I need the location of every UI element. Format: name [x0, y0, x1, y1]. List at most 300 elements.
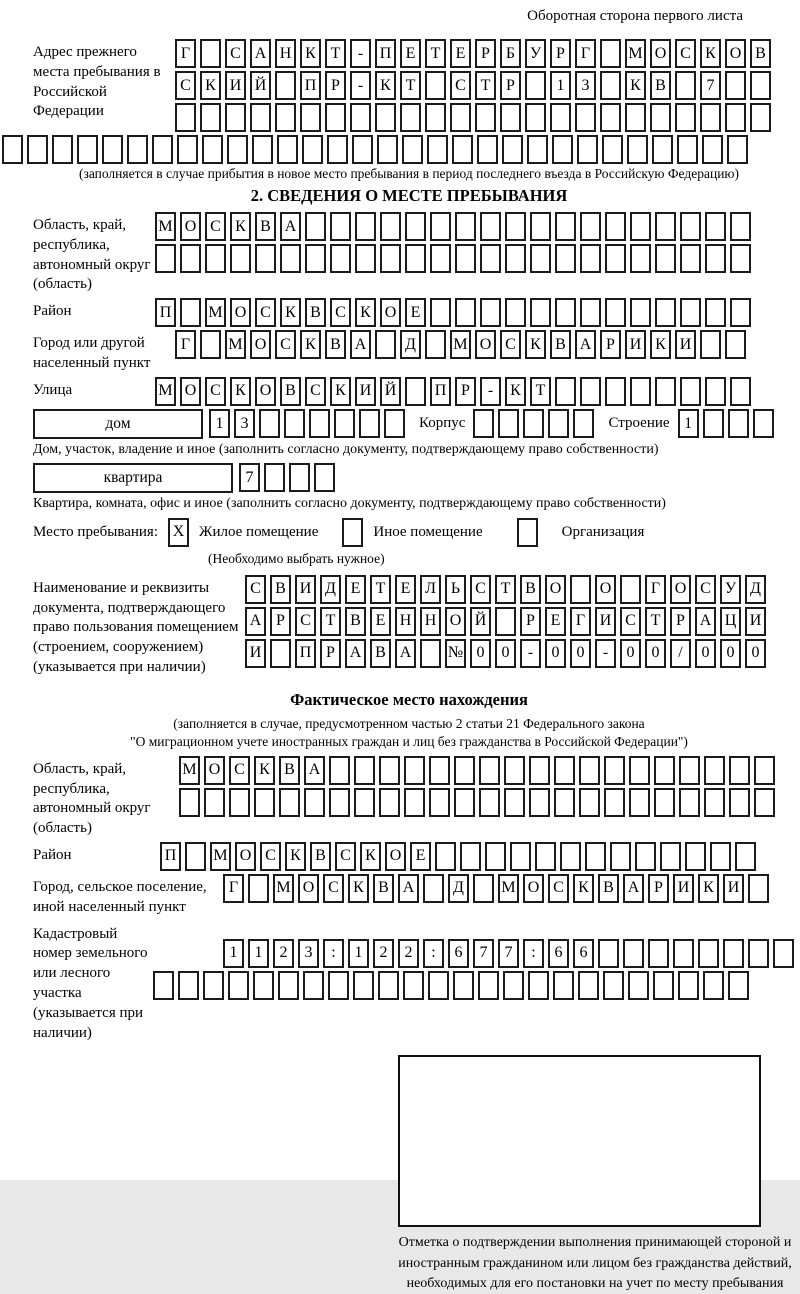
- char-box[interactable]: [304, 788, 325, 817]
- char-box[interactable]: К: [230, 377, 251, 406]
- char-box[interactable]: [635, 842, 656, 871]
- char-box[interactable]: С: [305, 377, 326, 406]
- char-box[interactable]: Д: [448, 874, 469, 903]
- char-box[interactable]: К: [505, 377, 526, 406]
- char-box[interactable]: Н: [275, 39, 296, 68]
- char-box[interactable]: И: [675, 330, 696, 359]
- char-box[interactable]: [353, 971, 374, 1000]
- char-box[interactable]: [580, 377, 601, 406]
- char-box[interactable]: К: [698, 874, 719, 903]
- char-box[interactable]: [577, 135, 598, 164]
- char-box[interactable]: П: [375, 39, 396, 68]
- char-box[interactable]: К: [375, 71, 396, 100]
- char-box[interactable]: -: [520, 639, 541, 668]
- char-box[interactable]: [728, 409, 749, 438]
- char-box[interactable]: 7: [239, 463, 260, 492]
- char-box[interactable]: [750, 103, 771, 132]
- char-box[interactable]: [52, 135, 73, 164]
- char-box[interactable]: А: [280, 212, 301, 241]
- char-box[interactable]: О: [445, 607, 466, 636]
- char-box[interactable]: В: [280, 377, 301, 406]
- char-box[interactable]: И: [225, 71, 246, 100]
- char-box[interactable]: :: [423, 939, 444, 968]
- char-box[interactable]: [252, 135, 273, 164]
- char-box[interactable]: П: [430, 377, 451, 406]
- char-box[interactable]: К: [360, 842, 381, 871]
- char-box[interactable]: [427, 135, 448, 164]
- char-box[interactable]: [329, 788, 350, 817]
- char-box[interactable]: В: [373, 874, 394, 903]
- char-box[interactable]: А: [245, 607, 266, 636]
- char-box[interactable]: В: [370, 639, 391, 668]
- char-box[interactable]: Т: [325, 39, 346, 68]
- char-box[interactable]: К: [355, 298, 376, 327]
- char-box[interactable]: Е: [400, 39, 421, 68]
- char-box[interactable]: [554, 788, 575, 817]
- char-box[interactable]: [600, 103, 621, 132]
- char-box[interactable]: 3: [298, 939, 319, 968]
- char-box[interactable]: [602, 135, 623, 164]
- char-box[interactable]: [423, 874, 444, 903]
- char-box[interactable]: [573, 409, 594, 438]
- char-box[interactable]: М: [179, 756, 200, 785]
- char-box[interactable]: О: [670, 575, 691, 604]
- char-box[interactable]: 0: [645, 639, 666, 668]
- char-box[interactable]: [428, 971, 449, 1000]
- char-box[interactable]: [254, 788, 275, 817]
- char-box[interactable]: Т: [370, 575, 391, 604]
- char-box[interactable]: -: [350, 71, 371, 100]
- char-box[interactable]: [680, 244, 701, 273]
- char-box[interactable]: [725, 71, 746, 100]
- char-box[interactable]: -: [595, 639, 616, 668]
- char-box[interactable]: К: [300, 330, 321, 359]
- char-box[interactable]: [754, 788, 775, 817]
- char-box[interactable]: С: [255, 298, 276, 327]
- char-box[interactable]: К: [625, 71, 646, 100]
- char-box[interactable]: 1: [223, 939, 244, 968]
- char-box[interactable]: 0: [470, 639, 491, 668]
- char-box[interactable]: М: [210, 842, 231, 871]
- char-box[interactable]: [480, 298, 501, 327]
- char-box[interactable]: [380, 212, 401, 241]
- char-box[interactable]: У: [720, 575, 741, 604]
- char-box[interactable]: [350, 103, 371, 132]
- char-box[interactable]: [453, 971, 474, 1000]
- char-box[interactable]: [498, 409, 519, 438]
- char-box[interactable]: О: [230, 298, 251, 327]
- char-box[interactable]: [723, 939, 744, 968]
- char-box[interactable]: [505, 244, 526, 273]
- char-box[interactable]: 1: [248, 939, 269, 968]
- char-box[interactable]: О: [545, 575, 566, 604]
- char-box[interactable]: [673, 939, 694, 968]
- char-box[interactable]: В: [270, 575, 291, 604]
- char-box[interactable]: К: [348, 874, 369, 903]
- char-box[interactable]: [555, 298, 576, 327]
- char-box[interactable]: [610, 842, 631, 871]
- char-box[interactable]: [402, 135, 423, 164]
- char-box[interactable]: Т: [400, 71, 421, 100]
- char-box[interactable]: [528, 971, 549, 1000]
- char-box[interactable]: [202, 135, 223, 164]
- char-box[interactable]: [455, 244, 476, 273]
- char-box[interactable]: [678, 971, 699, 1000]
- char-box[interactable]: В: [750, 39, 771, 68]
- char-box[interactable]: [425, 330, 446, 359]
- char-box[interactable]: [725, 103, 746, 132]
- char-box[interactable]: [600, 39, 621, 68]
- char-box[interactable]: А: [345, 639, 366, 668]
- char-box[interactable]: [529, 756, 550, 785]
- char-box[interactable]: [404, 756, 425, 785]
- char-box[interactable]: С: [260, 842, 281, 871]
- char-box[interactable]: [704, 756, 725, 785]
- char-box[interactable]: [650, 103, 671, 132]
- char-box[interactable]: [600, 71, 621, 100]
- char-box[interactable]: 0: [745, 639, 766, 668]
- char-box[interactable]: Н: [420, 607, 441, 636]
- char-box[interactable]: [502, 135, 523, 164]
- char-box[interactable]: 3: [575, 71, 596, 100]
- char-box[interactable]: [153, 971, 174, 1000]
- char-box[interactable]: -: [350, 39, 371, 68]
- char-box[interactable]: 1: [678, 409, 699, 438]
- char-box[interactable]: [185, 842, 206, 871]
- char-box[interactable]: [679, 756, 700, 785]
- char-box[interactable]: [280, 244, 301, 273]
- char-box[interactable]: [330, 244, 351, 273]
- char-box[interactable]: 7: [473, 939, 494, 968]
- char-box[interactable]: Г: [223, 874, 244, 903]
- char-box[interactable]: [625, 103, 646, 132]
- char-box[interactable]: Г: [175, 330, 196, 359]
- char-box[interactable]: А: [575, 330, 596, 359]
- char-box[interactable]: Р: [475, 39, 496, 68]
- char-box[interactable]: [680, 212, 701, 241]
- char-box[interactable]: Р: [500, 71, 521, 100]
- char-box[interactable]: [754, 756, 775, 785]
- char-box[interactable]: К: [230, 212, 251, 241]
- char-box[interactable]: 0: [495, 639, 516, 668]
- char-box[interactable]: В: [325, 330, 346, 359]
- char-box[interactable]: М: [450, 330, 471, 359]
- char-box[interactable]: М: [273, 874, 294, 903]
- char-box[interactable]: 0: [695, 639, 716, 668]
- char-box[interactable]: [450, 103, 471, 132]
- char-box[interactable]: О: [725, 39, 746, 68]
- char-box[interactable]: [525, 103, 546, 132]
- char-box[interactable]: [380, 244, 401, 273]
- char-box[interactable]: С: [330, 298, 351, 327]
- char-box[interactable]: Д: [320, 575, 341, 604]
- char-box[interactable]: Т: [495, 575, 516, 604]
- char-box[interactable]: [27, 135, 48, 164]
- char-box[interactable]: [505, 298, 526, 327]
- char-box[interactable]: [677, 135, 698, 164]
- char-box[interactable]: 0: [545, 639, 566, 668]
- char-box[interactable]: И: [723, 874, 744, 903]
- char-box[interactable]: [375, 330, 396, 359]
- char-box[interactable]: [705, 244, 726, 273]
- char-box[interactable]: [753, 409, 774, 438]
- char-box[interactable]: Й: [470, 607, 491, 636]
- char-box[interactable]: А: [250, 39, 271, 68]
- char-box[interactable]: 7: [498, 939, 519, 968]
- char-box[interactable]: С: [548, 874, 569, 903]
- char-box[interactable]: [455, 212, 476, 241]
- char-box[interactable]: П: [160, 842, 181, 871]
- char-box[interactable]: [629, 788, 650, 817]
- char-box[interactable]: [552, 135, 573, 164]
- char-box[interactable]: С: [245, 575, 266, 604]
- char-box[interactable]: [705, 212, 726, 241]
- char-box[interactable]: [477, 135, 498, 164]
- char-box[interactable]: Г: [575, 39, 596, 68]
- char-box[interactable]: Р: [520, 607, 541, 636]
- char-box[interactable]: Е: [370, 607, 391, 636]
- char-box[interactable]: 0: [620, 639, 641, 668]
- char-box[interactable]: С: [275, 330, 296, 359]
- char-box[interactable]: [680, 298, 701, 327]
- char-box[interactable]: С: [229, 756, 250, 785]
- char-box[interactable]: [660, 842, 681, 871]
- char-box[interactable]: В: [345, 607, 366, 636]
- char-box[interactable]: [728, 971, 749, 1000]
- char-box[interactable]: [225, 103, 246, 132]
- char-box[interactable]: [177, 135, 198, 164]
- char-box[interactable]: М: [205, 298, 226, 327]
- char-box[interactable]: [379, 756, 400, 785]
- char-box[interactable]: [473, 874, 494, 903]
- char-box[interactable]: [102, 135, 123, 164]
- char-box[interactable]: [480, 244, 501, 273]
- char-box[interactable]: [652, 135, 673, 164]
- char-box[interactable]: С: [675, 39, 696, 68]
- char-box[interactable]: [580, 298, 601, 327]
- char-box[interactable]: Е: [405, 298, 426, 327]
- char-box[interactable]: С: [323, 874, 344, 903]
- char-box[interactable]: С: [295, 607, 316, 636]
- char-box[interactable]: С: [620, 607, 641, 636]
- char-box[interactable]: [654, 788, 675, 817]
- char-box[interactable]: Т: [425, 39, 446, 68]
- char-box[interactable]: [505, 212, 526, 241]
- char-box[interactable]: [748, 939, 769, 968]
- char-box[interactable]: [77, 135, 98, 164]
- char-box[interactable]: Б: [500, 39, 521, 68]
- char-box[interactable]: [454, 788, 475, 817]
- char-box[interactable]: [748, 874, 769, 903]
- char-box[interactable]: [730, 212, 751, 241]
- char-box[interactable]: И: [625, 330, 646, 359]
- char-box[interactable]: [378, 971, 399, 1000]
- char-box[interactable]: [480, 212, 501, 241]
- char-box[interactable]: Г: [175, 39, 196, 68]
- char-box[interactable]: [229, 788, 250, 817]
- char-box[interactable]: [479, 788, 500, 817]
- char-box[interactable]: [773, 939, 794, 968]
- char-box[interactable]: И: [595, 607, 616, 636]
- char-box[interactable]: К: [650, 330, 671, 359]
- char-box[interactable]: 6: [573, 939, 594, 968]
- char-box[interactable]: [328, 971, 349, 1000]
- char-box[interactable]: [495, 607, 516, 636]
- char-box[interactable]: [455, 298, 476, 327]
- char-box[interactable]: [553, 971, 574, 1000]
- char-box[interactable]: [627, 135, 648, 164]
- char-box[interactable]: [503, 971, 524, 1000]
- char-box[interactable]: Р: [270, 607, 291, 636]
- char-box[interactable]: К: [330, 377, 351, 406]
- char-box[interactable]: В: [310, 842, 331, 871]
- char-box[interactable]: [429, 788, 450, 817]
- char-box[interactable]: С: [695, 575, 716, 604]
- char-box[interactable]: И: [245, 639, 266, 668]
- char-box[interactable]: [200, 330, 221, 359]
- char-box[interactable]: [334, 409, 355, 438]
- char-box[interactable]: [550, 103, 571, 132]
- char-box[interactable]: [555, 212, 576, 241]
- char-box[interactable]: 0: [720, 639, 741, 668]
- char-box[interactable]: [703, 971, 724, 1000]
- char-box[interactable]: [679, 788, 700, 817]
- char-box[interactable]: О: [385, 842, 406, 871]
- char-box[interactable]: С: [335, 842, 356, 871]
- char-box[interactable]: [303, 971, 324, 1000]
- char-box[interactable]: [279, 788, 300, 817]
- char-box[interactable]: [259, 409, 280, 438]
- char-box[interactable]: 1: [348, 939, 369, 968]
- char-box[interactable]: М: [225, 330, 246, 359]
- char-box[interactable]: [253, 971, 274, 1000]
- char-box[interactable]: [703, 409, 724, 438]
- char-box[interactable]: [525, 71, 546, 100]
- char-box[interactable]: А: [398, 874, 419, 903]
- char-box[interactable]: Л: [420, 575, 441, 604]
- char-box[interactable]: [405, 244, 426, 273]
- char-box[interactable]: [227, 135, 248, 164]
- char-box[interactable]: Р: [600, 330, 621, 359]
- char-box[interactable]: [579, 756, 600, 785]
- char-box[interactable]: [500, 103, 521, 132]
- char-box[interactable]: О: [255, 377, 276, 406]
- char-box[interactable]: 2: [273, 939, 294, 968]
- char-box[interactable]: [630, 244, 651, 273]
- char-box[interactable]: [579, 788, 600, 817]
- char-box[interactable]: [675, 103, 696, 132]
- char-box[interactable]: [485, 842, 506, 871]
- char-box[interactable]: [548, 409, 569, 438]
- char-box[interactable]: В: [279, 756, 300, 785]
- char-box[interactable]: [630, 377, 651, 406]
- char-box[interactable]: [248, 874, 269, 903]
- char-box[interactable]: [204, 788, 225, 817]
- char-box[interactable]: [730, 244, 751, 273]
- char-box[interactable]: Р: [648, 874, 669, 903]
- char-box[interactable]: [327, 135, 348, 164]
- char-box[interactable]: [425, 103, 446, 132]
- char-box[interactable]: О: [475, 330, 496, 359]
- char-box[interactable]: 1: [550, 71, 571, 100]
- char-box[interactable]: [425, 71, 446, 100]
- char-box[interactable]: [230, 244, 251, 273]
- char-box[interactable]: [653, 971, 674, 1000]
- char-box[interactable]: [510, 842, 531, 871]
- char-box[interactable]: [605, 212, 626, 241]
- char-box[interactable]: [400, 103, 421, 132]
- char-box[interactable]: [560, 842, 581, 871]
- char-box[interactable]: Т: [320, 607, 341, 636]
- char-box[interactable]: О: [595, 575, 616, 604]
- char-box[interactable]: А: [623, 874, 644, 903]
- char-box[interactable]: [375, 103, 396, 132]
- char-box[interactable]: О: [650, 39, 671, 68]
- char-box[interactable]: [300, 103, 321, 132]
- char-box[interactable]: [598, 939, 619, 968]
- char-box[interactable]: [180, 244, 201, 273]
- char-box[interactable]: М: [625, 39, 646, 68]
- char-box[interactable]: 6: [548, 939, 569, 968]
- char-box[interactable]: А: [395, 639, 416, 668]
- char-box[interactable]: М: [155, 212, 176, 241]
- char-box[interactable]: И: [745, 607, 766, 636]
- char-box[interactable]: [277, 135, 298, 164]
- char-box[interactable]: [475, 103, 496, 132]
- checkbox-organizatsiya[interactable]: [517, 518, 538, 547]
- char-box[interactable]: 7: [700, 71, 721, 100]
- char-box[interactable]: М: [498, 874, 519, 903]
- char-box[interactable]: Е: [545, 607, 566, 636]
- char-box[interactable]: [580, 244, 601, 273]
- char-box[interactable]: [604, 788, 625, 817]
- char-box[interactable]: О: [250, 330, 271, 359]
- char-box[interactable]: [630, 298, 651, 327]
- char-box[interactable]: [655, 298, 676, 327]
- char-box[interactable]: [430, 298, 451, 327]
- char-box[interactable]: [604, 756, 625, 785]
- char-box[interactable]: С: [205, 212, 226, 241]
- char-box[interactable]: О: [180, 377, 201, 406]
- char-box[interactable]: [305, 244, 326, 273]
- char-box[interactable]: [727, 135, 748, 164]
- char-box[interactable]: П: [295, 639, 316, 668]
- char-box[interactable]: [729, 788, 750, 817]
- char-box[interactable]: [430, 212, 451, 241]
- char-box[interactable]: [535, 842, 556, 871]
- char-box[interactable]: В: [550, 330, 571, 359]
- char-box[interactable]: /: [670, 639, 691, 668]
- char-box[interactable]: [377, 135, 398, 164]
- char-box[interactable]: [355, 244, 376, 273]
- char-box[interactable]: [255, 244, 276, 273]
- char-box[interactable]: М: [155, 377, 176, 406]
- char-box[interactable]: С: [175, 71, 196, 100]
- char-box[interactable]: [384, 409, 405, 438]
- char-box[interactable]: [655, 212, 676, 241]
- char-box[interactable]: [460, 842, 481, 871]
- char-box[interactable]: К: [525, 330, 546, 359]
- char-box[interactable]: [554, 756, 575, 785]
- char-box[interactable]: [555, 244, 576, 273]
- char-box[interactable]: Р: [550, 39, 571, 68]
- char-box[interactable]: Е: [345, 575, 366, 604]
- char-box[interactable]: [275, 103, 296, 132]
- char-box[interactable]: [314, 463, 335, 492]
- char-box[interactable]: [585, 842, 606, 871]
- char-box[interactable]: [359, 409, 380, 438]
- char-box[interactable]: В: [520, 575, 541, 604]
